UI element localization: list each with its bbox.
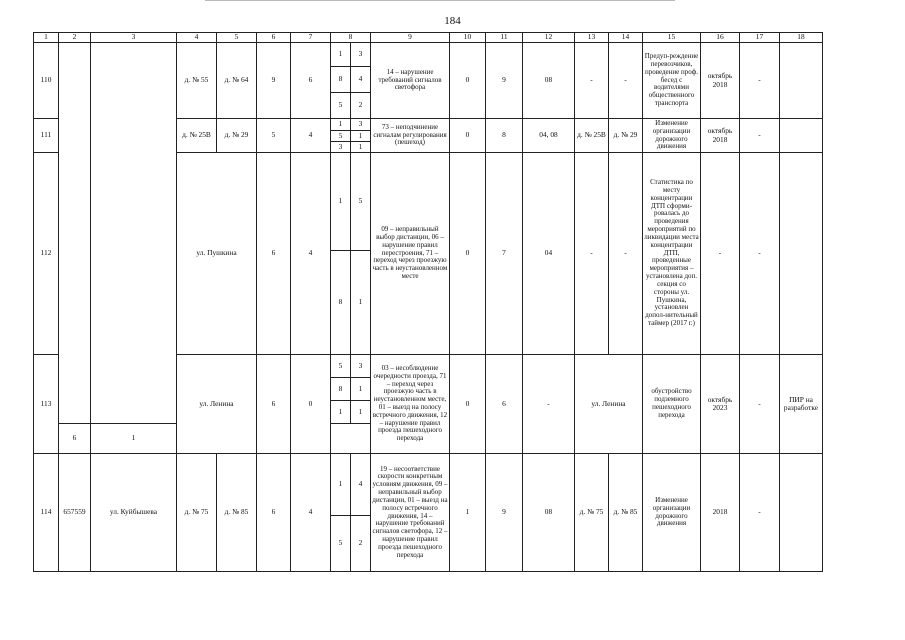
injured-count: 0 — [291, 355, 331, 454]
note-17: - — [740, 454, 780, 572]
street-name: ул. Пушкина — [177, 153, 257, 355]
deadline: октябрь 2018 — [701, 43, 740, 119]
col-header-8: 8 — [331, 33, 371, 43]
col-header-3: 3 — [91, 33, 177, 43]
page-number: 184 — [444, 15, 461, 27]
accident-hotspot-table — [33, 32, 823, 572]
note-17: - — [740, 153, 780, 355]
injured-count: 4 — [291, 454, 331, 572]
col-header-2: 2 — [59, 33, 91, 43]
sub-type: 8 — [331, 251, 351, 355]
note-17: - — [740, 355, 780, 454]
row-number: 110 — [34, 43, 59, 119]
col-header-4: 4 — [177, 33, 217, 43]
to-address: д. № 85 — [217, 454, 257, 572]
sub-count: 1 — [351, 401, 371, 424]
sub-count: 3 — [351, 355, 371, 378]
col-header-6: 6 — [257, 33, 291, 43]
col-header-12: 12 — [523, 33, 575, 43]
from-address: д. № 75 — [177, 454, 217, 572]
to-address: д. № 64 — [217, 43, 257, 119]
table-row — [34, 43, 823, 67]
measures: обустройство подземного пешеходного перехода — [643, 355, 701, 454]
injuries-count: 7 — [486, 153, 523, 355]
deadline: октябрь 2023 — [701, 355, 740, 454]
injured-count: 6 — [291, 43, 331, 119]
accidents-count: 6 — [257, 454, 291, 572]
street-name: ул. Ленина — [177, 355, 257, 454]
sub-type: 8 — [331, 378, 351, 401]
row-number: 112 — [34, 153, 59, 355]
to-address: д. № 29 — [217, 119, 257, 153]
deaths-count: 0 — [450, 355, 486, 454]
col-header-10: 10 — [450, 33, 486, 43]
injuries-count: 8 — [486, 119, 523, 153]
street-name: ул. Куйбышева — [91, 454, 177, 572]
deadline: октябрь 2018 — [701, 119, 740, 153]
zone-from: - — [575, 153, 609, 355]
note-17: - — [740, 119, 780, 153]
conditions-code: 08 — [523, 454, 575, 572]
note-18 — [780, 119, 823, 153]
street-cell — [91, 43, 177, 424]
col-header-14: 14 — [609, 33, 643, 43]
note-18 — [780, 153, 823, 355]
sub-type: 5 — [331, 93, 351, 119]
sub-count: 1 — [351, 142, 371, 153]
sub-count: 4 — [351, 454, 371, 516]
col-header-13: 13 — [575, 33, 609, 43]
injuries-count: 9 — [486, 43, 523, 119]
from-address: д. № 55 — [177, 43, 217, 119]
col-header-11: 11 — [486, 33, 523, 43]
col-header-1: 1 — [34, 33, 59, 43]
sub-count: 3 — [351, 119, 371, 131]
col-header-15: 15 — [643, 33, 701, 43]
col-header-9: 9 — [371, 33, 450, 43]
sub-type: 1 — [331, 454, 351, 516]
header-row — [34, 33, 823, 43]
sub-type: 1 — [331, 401, 351, 424]
accidents-count: 6 — [257, 153, 291, 355]
table-row — [34, 454, 823, 516]
measures: Статистика по месту концентрации ДТП сформи-ровалась до проведения мероприятий по ликвидации места концентрации ДТП, проведенные мероприятия – установлена доп. секция со стороны ул. Пушкина, установлен допол-нительный таймер (2017 г.) — [643, 153, 701, 355]
scan-edge-line — [205, 0, 675, 1]
injured-count: 4 — [291, 119, 331, 153]
measures: Изменение организации дорожного движения — [643, 119, 701, 153]
deaths-count: 0 — [450, 153, 486, 355]
violation-types: 19 – несоответствие скорости конкретным условиям движения, 09 – неправильный выбор дистанции, 01 – выезд на полосу встречного движения, 14 – нарушение требований сигналов светофора, 12 – нарушение правил проезда пешеходного перехода — [371, 454, 450, 572]
sub-type: 1 — [331, 153, 351, 251]
zone-to: д. № 29 — [609, 119, 643, 153]
sub-type: 5 — [331, 131, 351, 142]
sub-count: 4 — [351, 67, 371, 93]
accidents-count: 5 — [257, 119, 291, 153]
row-number: 114 — [34, 454, 59, 572]
conditions-code: 04, 08 — [523, 119, 575, 153]
col-header-16: 16 — [701, 33, 740, 43]
col-header-17: 17 — [740, 33, 780, 43]
violation-types: 03 – несоблюдение очередности проезда, 71 – переход через проезжую часть в неустановленном месте, 01 – выезд на полосу встречного движения, 12 – нарушение правил проезда пешеходного перехода — [371, 355, 450, 454]
measures: Предуп-реждение перевозчиков, проведение проф. бесед с водителями общественного транспорта — [643, 43, 701, 119]
zone-from: д. № 75 — [575, 454, 609, 572]
conditions-code: 08 — [523, 43, 575, 119]
injuries-count: 9 — [486, 454, 523, 572]
accidents-count: 9 — [257, 43, 291, 119]
deaths-count: 0 — [450, 43, 486, 119]
col-header-7: 7 — [291, 33, 331, 43]
site-code: 657559 — [59, 454, 91, 572]
site-code-cell — [59, 43, 91, 424]
injured-count: 4 — [291, 153, 331, 355]
sub-count: 1 — [91, 424, 177, 454]
from-address: д. № 25В — [177, 119, 217, 153]
sub-count: 3 — [351, 43, 371, 67]
conditions-code: 04 — [523, 153, 575, 355]
col-header-18: 18 — [780, 33, 823, 43]
deaths-count: 0 — [450, 119, 486, 153]
conditions-code: - — [523, 355, 575, 454]
zone-from: - — [575, 43, 609, 119]
violation-types: 09 – неправильный выбор дистанции, 06 – нарушение правил перестроения, 71 – переход через проезжую часть в неустановленном месте — [371, 153, 450, 355]
deadline: - — [701, 153, 740, 355]
sub-count: 2 — [351, 516, 371, 572]
row-number: 113 — [34, 355, 59, 454]
sub-type: 5 — [331, 355, 351, 378]
note-17: - — [740, 43, 780, 119]
accidents-count: 6 — [257, 355, 291, 454]
sub-type: 3 — [331, 142, 351, 153]
sub-count: 2 — [351, 93, 371, 119]
note-18 — [780, 43, 823, 119]
row-number: 111 — [34, 119, 59, 153]
zone-from: д. № 25В — [575, 119, 609, 153]
zone-to: д. № 85 — [609, 454, 643, 572]
sub-count: 1 — [351, 251, 371, 355]
col-header-5: 5 — [217, 33, 257, 43]
zone-to: - — [609, 153, 643, 355]
zone-street: ул. Ленина — [575, 355, 643, 454]
deadline: 2018 — [701, 454, 740, 572]
sub-count: 5 — [351, 153, 371, 251]
note-18 — [780, 454, 823, 572]
sub-type: 1 — [331, 43, 351, 67]
sub-count: 1 — [351, 378, 371, 401]
deaths-count: 1 — [450, 454, 486, 572]
sub-type: 1 — [331, 119, 351, 131]
sub-count: 1 — [351, 131, 371, 142]
measures: Изменение организации дорожного движения — [643, 454, 701, 572]
sub-type: 8 — [331, 67, 351, 93]
sub-type: 6 — [59, 424, 91, 454]
violation-types: 73 – неподчинение сигналам регулирования (пешеход) — [371, 119, 450, 153]
injuries-count: 6 — [486, 355, 523, 454]
zone-to: - — [609, 43, 643, 119]
note-18: ПИР на разработке — [780, 355, 823, 454]
sub-type: 5 — [331, 516, 351, 572]
violation-types: 14 – нарушение требований сигналов светофора — [371, 43, 450, 119]
